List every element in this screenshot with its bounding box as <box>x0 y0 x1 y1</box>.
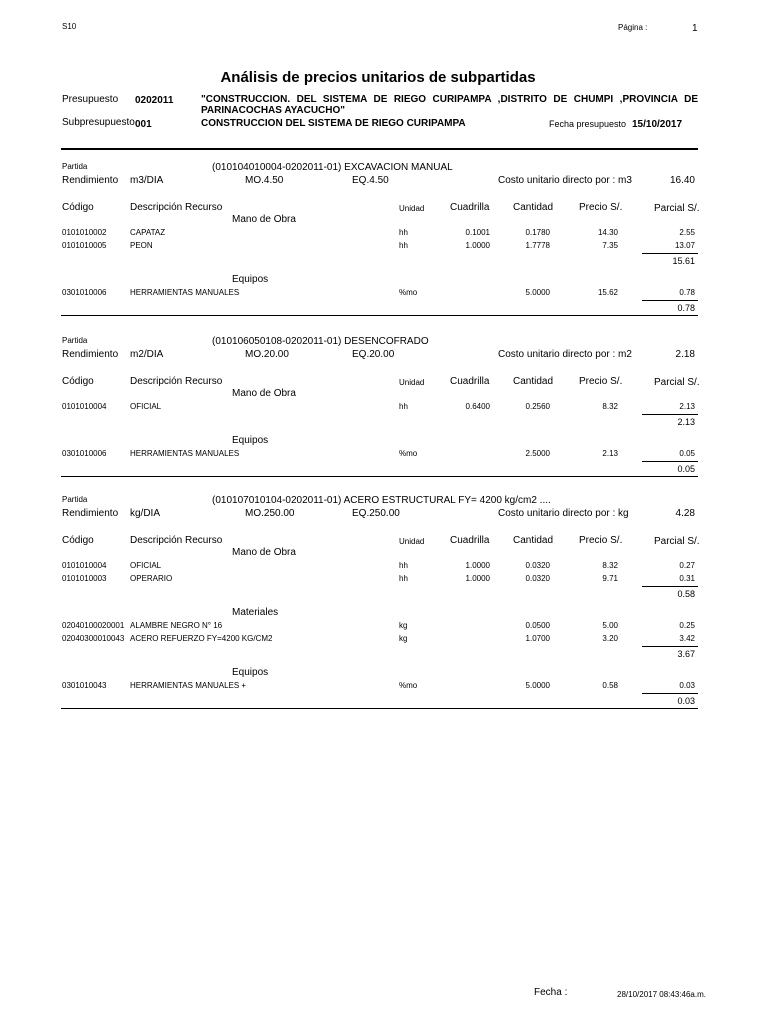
col-unidad: Unidad <box>399 378 425 387</box>
row-description: OFICIAL <box>130 402 162 411</box>
row-unit: hh <box>399 574 408 583</box>
row-precio: 5.00 <box>602 621 618 630</box>
col-cuadrilla: Cuadrilla <box>450 535 490 546</box>
row-precio: 0.58 <box>602 681 618 690</box>
row-code: 0101010005 <box>62 241 107 250</box>
col-parcial: Parcial S/. <box>654 377 700 388</box>
partida-label: Partida <box>62 336 88 345</box>
eq-value: EQ.4.50 <box>352 175 389 186</box>
row-parcial: 0.31 <box>679 574 695 583</box>
row-cuadrilla: 1.0000 <box>465 574 490 583</box>
col-cantidad: Cantidad <box>513 535 554 546</box>
row-precio: 7.35 <box>602 241 618 250</box>
subtotal-rule <box>642 414 698 415</box>
costo-value: 16.40 <box>669 175 695 186</box>
group-subtotal: 0.05 <box>677 464 695 474</box>
row-parcial: 0.05 <box>679 449 695 458</box>
group-subtotal: 2.13 <box>677 417 695 427</box>
row-cuadrilla: 0.6400 <box>465 402 490 411</box>
col-descripcion: Descripción Recurso <box>130 376 223 387</box>
header-rule <box>61 148 698 150</box>
mo-value: MO.20.00 <box>245 349 289 360</box>
row-cantidad: 1.0700 <box>525 634 550 643</box>
row-unit: hh <box>399 228 408 237</box>
row-unit: %mo <box>399 449 418 458</box>
col-precio: Precio S/. <box>579 202 623 213</box>
row-parcial: 13.07 <box>674 241 695 250</box>
costo-label: Costo unitario directo por : m3 <box>498 175 632 186</box>
row-parcial: 0.27 <box>679 561 695 570</box>
partida-bottom-rule <box>61 708 698 709</box>
row-unit: hh <box>399 561 408 570</box>
subtotal-rule <box>642 300 698 301</box>
rendimiento-label: Rendimiento <box>62 349 119 360</box>
row-code: 0301010043 <box>62 681 107 690</box>
row-cantidad: 5.0000 <box>525 681 550 690</box>
col-cuadrilla: Cuadrilla <box>450 202 490 213</box>
rendimiento-unit: kg/DIA <box>130 508 161 519</box>
row-code: 0101010002 <box>62 228 107 237</box>
row-parcial: 3.42 <box>679 634 695 643</box>
row-cuadrilla: 1.0000 <box>465 561 490 570</box>
eq-value: EQ.20.00 <box>352 349 395 360</box>
row-description: OFICIAL <box>130 561 162 570</box>
footer-fecha-label: Fecha : <box>534 987 568 998</box>
row-parcial: 0.25 <box>679 621 695 630</box>
row-cantidad: 0.0320 <box>525 561 550 570</box>
group-subtotal: 0.03 <box>677 696 695 706</box>
partida-bottom-rule <box>61 315 698 316</box>
row-precio: 14.30 <box>597 228 618 237</box>
row-cuadrilla: 0.1001 <box>465 228 490 237</box>
group-subtotal: 15.61 <box>672 256 695 266</box>
subpresupuesto-label: Subpresupuesto <box>62 117 135 128</box>
page-label: Página : <box>618 23 648 32</box>
row-precio: 2.13 <box>602 449 618 458</box>
col-codigo: Código <box>62 376 94 387</box>
eq-value: EQ.250.00 <box>352 508 400 519</box>
costo-label: Costo unitario directo por : m2 <box>498 349 632 360</box>
row-description: ALAMBRE NEGRO N° 16 <box>130 621 223 630</box>
mo-value: MO.250.00 <box>245 508 295 519</box>
presupuesto-name: "CONSTRUCCION. DEL SISTEMA DE RIEGO CURIPAMPA ,DISTRITO DE CHUMPI ,PROVINCIA DE PARINACOCHAS AYACUCHO" <box>201 94 698 116</box>
subtotal-rule <box>642 253 698 254</box>
row-description: HERRAMIENTAS MANUALES + <box>130 681 247 690</box>
row-cantidad: 0.2560 <box>525 402 550 411</box>
row-parcial: 0.03 <box>679 681 695 690</box>
row-description: HERRAMIENTAS MANUALES <box>130 449 240 458</box>
col-codigo: Código <box>62 202 94 213</box>
col-parcial: Parcial S/. <box>654 203 700 214</box>
subtotal-rule <box>642 461 698 462</box>
partida-title: (010107010104-0202011-01) ACERO ESTRUCTURAL FY= 4200 kg/cm2 .... <box>212 495 551 506</box>
costo-value: 4.28 <box>675 508 695 519</box>
row-unit: kg <box>399 621 408 630</box>
row-cantidad: 2.5000 <box>525 449 550 458</box>
partida-title: (010106050108-0202011-01) DESENCOFRADO <box>212 336 429 347</box>
row-code: 0101010004 <box>62 561 107 570</box>
row-cantidad: 0.0500 <box>525 621 550 630</box>
page-title: Análisis de precios unitarios de subpartidas <box>220 69 536 86</box>
row-unit: %mo <box>399 288 418 297</box>
rendimiento-unit: m3/DIA <box>130 175 164 186</box>
col-unidad: Unidad <box>399 537 425 546</box>
row-code: 0101010003 <box>62 574 107 583</box>
group-subtotal: 3.67 <box>677 649 695 659</box>
row-code: 02040300010043 <box>62 634 125 643</box>
row-code: 02040100020001 <box>62 621 125 630</box>
group-name: Mano de Obra <box>232 214 296 225</box>
row-unit: hh <box>399 241 408 250</box>
row-precio: 8.32 <box>602 402 618 411</box>
row-cantidad: 5.0000 <box>525 288 550 297</box>
subtotal-rule <box>642 646 698 647</box>
group-name: Equipos <box>232 435 269 446</box>
row-cantidad: 0.0320 <box>525 574 550 583</box>
group-name: Equipos <box>232 274 269 285</box>
row-code: 0101010004 <box>62 402 107 411</box>
rendimiento-unit: m2/DIA <box>130 349 164 360</box>
presupuesto-label: Presupuesto <box>62 94 119 105</box>
row-parcial: 2.55 <box>679 228 695 237</box>
col-precio: Precio S/. <box>579 376 623 387</box>
row-precio: 3.20 <box>602 634 618 643</box>
row-description: PEON <box>130 241 153 250</box>
subtotal-rule <box>642 693 698 694</box>
presupuesto-code: 0202011 <box>135 95 174 106</box>
row-unit: %mo <box>399 681 418 690</box>
col-cantidad: Cantidad <box>513 202 554 213</box>
row-cuadrilla: 1.0000 <box>465 241 490 250</box>
col-codigo: Código <box>62 535 94 546</box>
partida-bottom-rule <box>61 476 698 477</box>
fecha-presupuesto-label: Fecha presupuesto <box>549 119 627 129</box>
row-description: CAPATAZ <box>130 228 166 237</box>
row-precio: 8.32 <box>602 561 618 570</box>
subpresupuesto-name: CONSTRUCCION DEL SISTEMA DE RIEGO CURIPAMPA <box>201 118 466 129</box>
col-unidad: Unidad <box>399 204 425 213</box>
system-label: S10 <box>62 22 77 31</box>
row-precio: 9.71 <box>602 574 618 583</box>
row-code: 0301010006 <box>62 449 107 458</box>
col-parcial: Parcial S/. <box>654 536 700 547</box>
mo-value: MO.4.50 <box>245 175 284 186</box>
row-parcial: 0.78 <box>679 288 695 297</box>
group-name: Mano de Obra <box>232 388 296 399</box>
group-subtotal: 0.78 <box>677 303 695 313</box>
row-unit: kg <box>399 634 408 643</box>
rendimiento-label: Rendimiento <box>62 508 119 519</box>
subpresupuesto-code: 001 <box>135 119 152 130</box>
row-precio: 15.62 <box>597 288 618 297</box>
row-cantidad: 1.7778 <box>525 241 550 250</box>
row-code: 0301010006 <box>62 288 107 297</box>
row-unit: hh <box>399 402 408 411</box>
col-precio: Precio S/. <box>579 535 623 546</box>
partida-label: Partida <box>62 495 88 504</box>
costo-value: 2.18 <box>675 349 695 360</box>
group-subtotal: 0.58 <box>677 589 695 599</box>
footer-fecha-value: 28/10/2017 08:43:46a.m. <box>617 990 706 999</box>
rendimiento-label: Rendimiento <box>62 175 119 186</box>
row-description: OPERARIO <box>130 574 173 583</box>
col-descripcion: Descripción Recurso <box>130 535 223 546</box>
row-description: HERRAMIENTAS MANUALES <box>130 288 240 297</box>
partida-label: Partida <box>62 162 88 171</box>
partida-title: (010104010004-0202011-01) EXCAVACION MANUAL <box>212 162 453 173</box>
col-cuadrilla: Cuadrilla <box>450 376 490 387</box>
row-parcial: 2.13 <box>679 402 695 411</box>
group-name: Materiales <box>232 607 279 618</box>
costo-label: Costo unitario directo por : kg <box>498 508 629 519</box>
row-description: ACERO REFUERZO FY=4200 KG/CM2 <box>130 634 273 643</box>
group-name: Mano de Obra <box>232 547 296 558</box>
col-descripcion: Descripción Recurso <box>130 202 223 213</box>
col-cantidad: Cantidad <box>513 376 554 387</box>
page-number: 1 <box>692 23 698 34</box>
subtotal-rule <box>642 586 698 587</box>
row-cantidad: 0.1780 <box>525 228 550 237</box>
group-name: Equipos <box>232 667 269 678</box>
fecha-presupuesto-value: 15/10/2017 <box>632 119 683 130</box>
